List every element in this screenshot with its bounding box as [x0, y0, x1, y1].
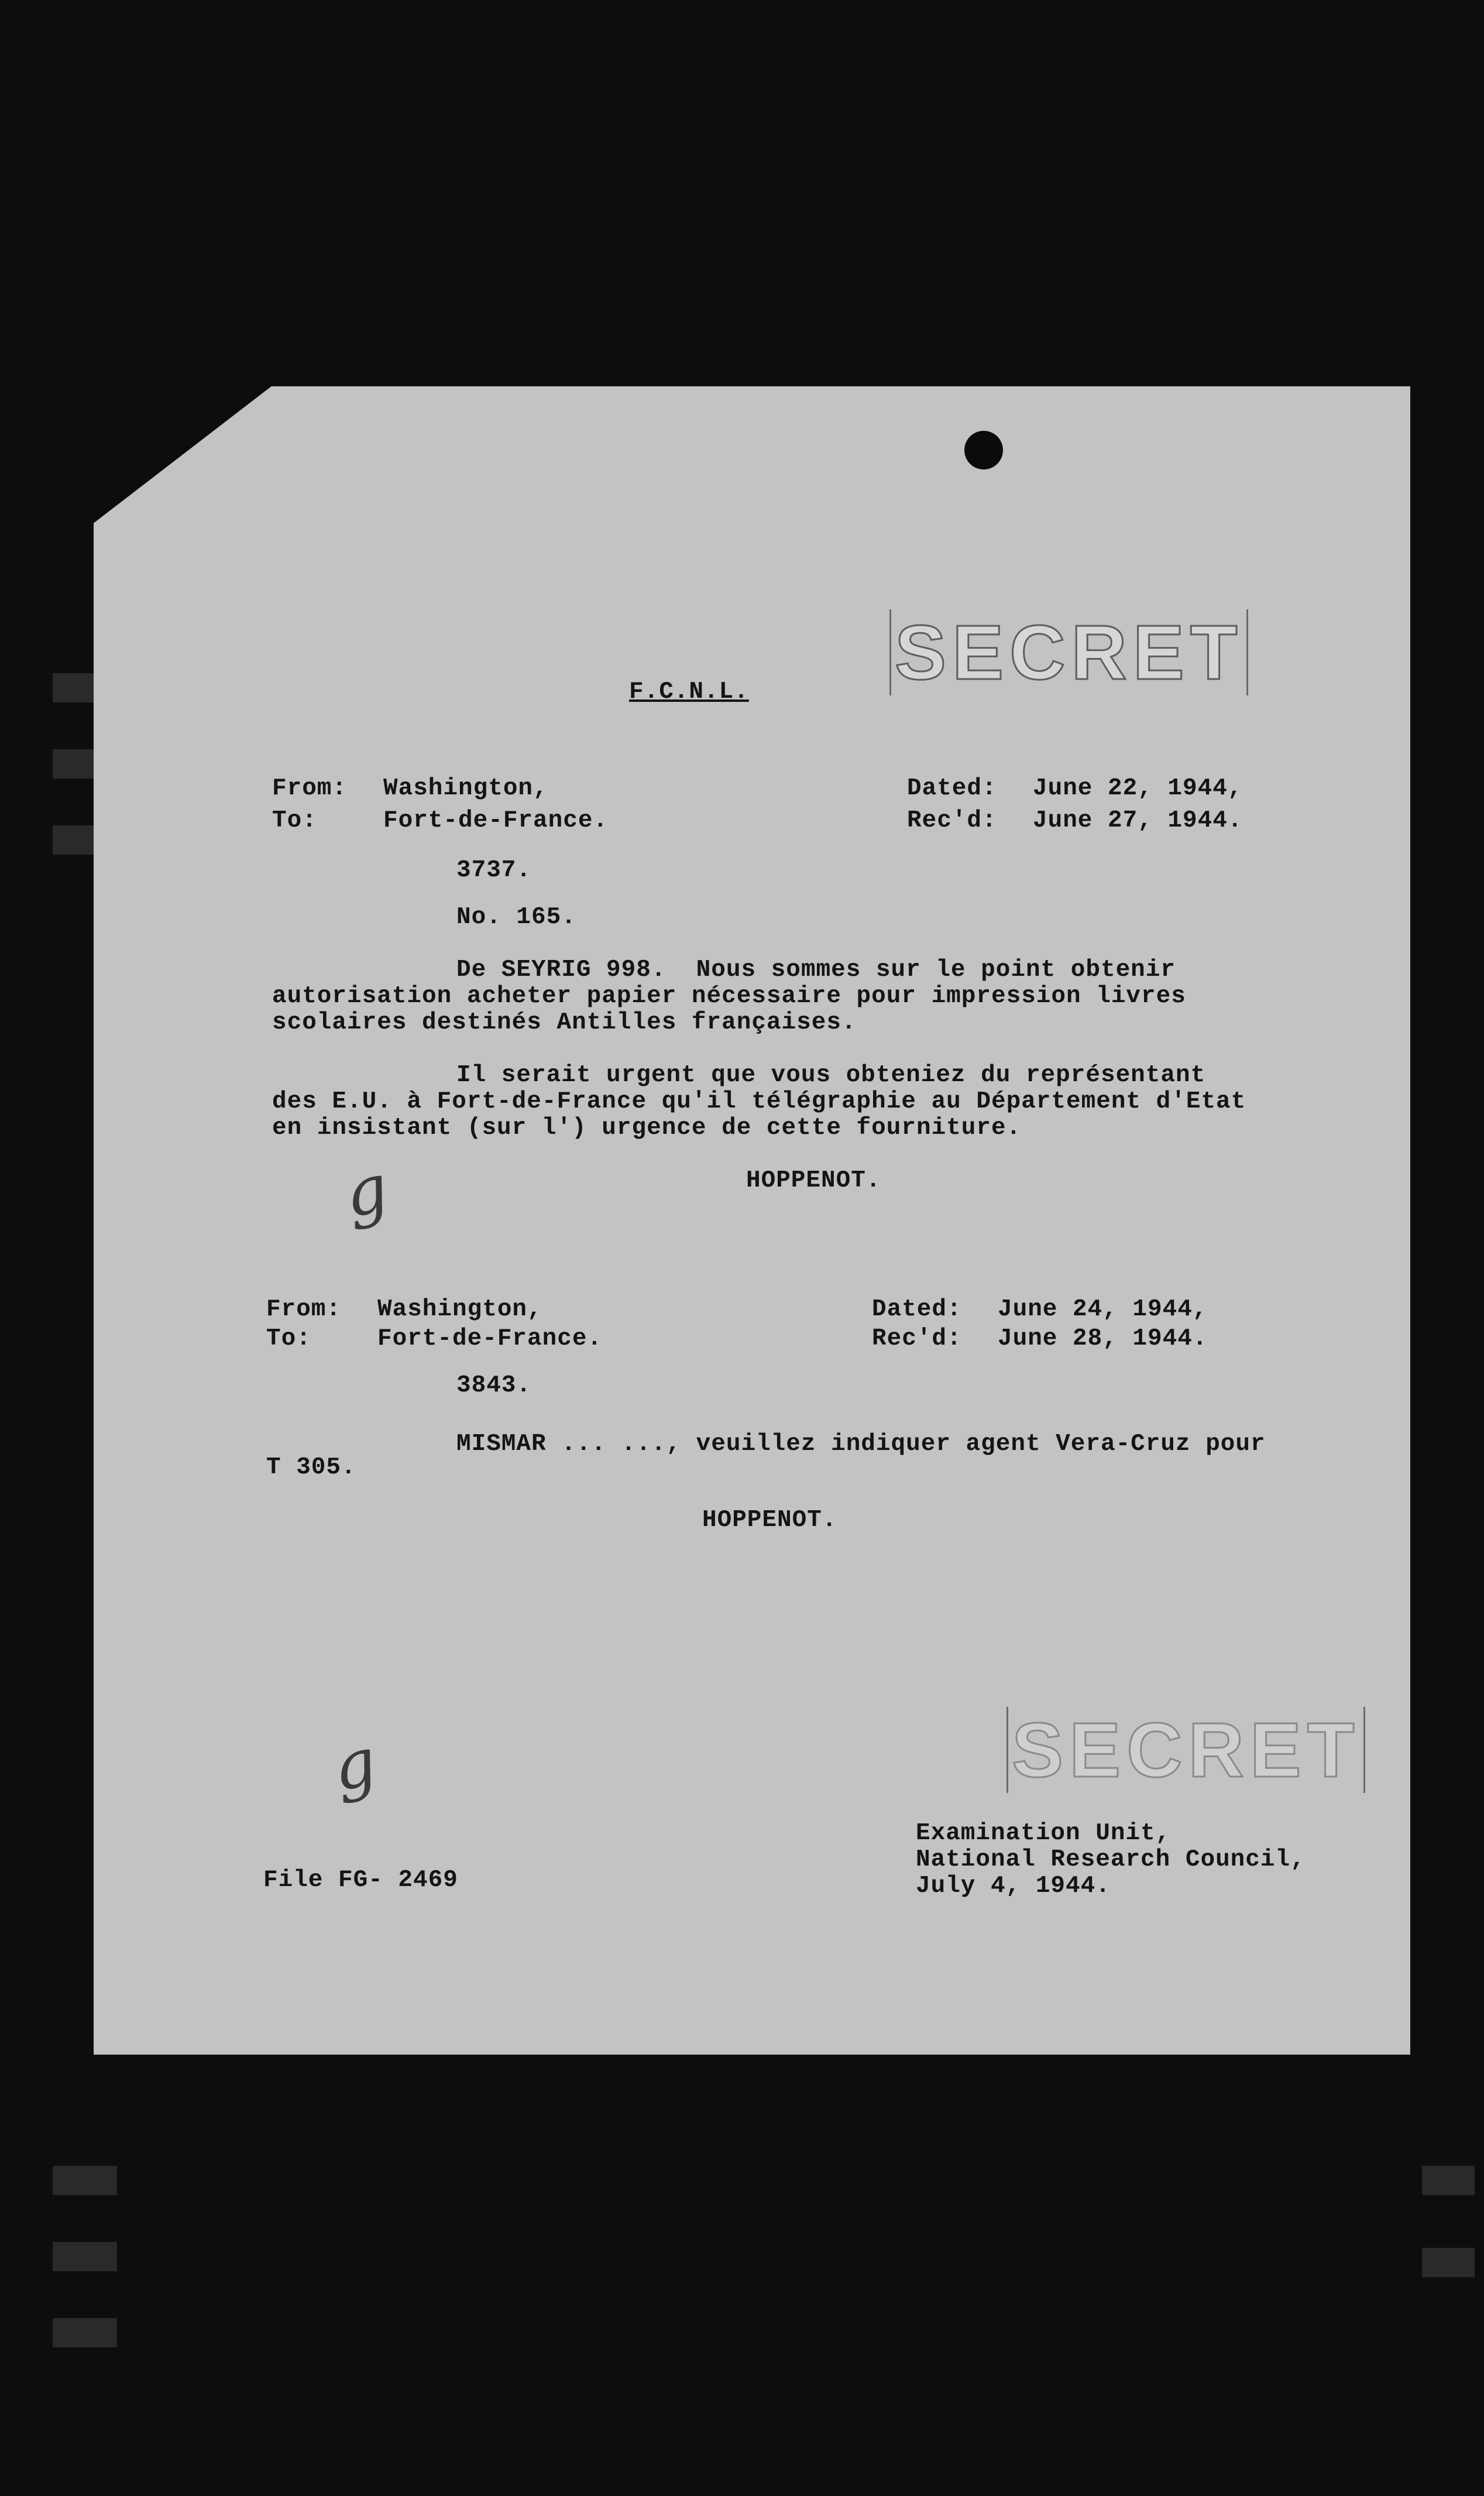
body-line: T 305. — [266, 1454, 356, 1481]
sprocket-mark — [53, 2318, 117, 2347]
message-number: No. 165. — [456, 904, 576, 931]
footer-unit-line: Examination Unit, — [916, 1820, 1171, 1847]
header-code: F.C.N.L. — [629, 678, 749, 705]
recd-value: June 28, 1944. — [998, 1325, 1208, 1352]
body-line: autorisation acheter papier nécessaire pour impression livres — [272, 983, 1186, 1010]
body-line: MISMAR ... ..., veuillez indiquer agent Vera-Cruz pour — [456, 1431, 1266, 1458]
sprocket-mark — [1422, 2166, 1475, 2195]
to-label: To: — [272, 807, 317, 834]
message-ref: 3737. — [456, 857, 532, 884]
body-line: des E.U. à Fort-de-France qu'il télégraphie au Département d'Etat — [272, 1088, 1246, 1115]
sprocket-mark — [53, 2166, 117, 2195]
body-line: en insistant (sur l') urgence de cette fourniture. — [272, 1115, 1022, 1141]
file-reference: File FG- 2469 — [263, 1867, 458, 1894]
from-label: From: — [272, 775, 348, 802]
from-value: Washington, — [377, 1296, 542, 1323]
from-label: From: — [266, 1296, 342, 1323]
recd-label: Rec'd: — [872, 1325, 962, 1352]
sprocket-mark — [1422, 2248, 1475, 2277]
signature: HOPPENOT. — [746, 1167, 881, 1194]
from-value: Washington, — [383, 775, 548, 802]
handwritten-initial: g — [338, 1149, 395, 1233]
dated-label: Dated: — [907, 775, 997, 802]
body-line: scolaires destinés Antilles françaises. — [272, 1009, 857, 1036]
recd-label: Rec'd: — [907, 807, 997, 834]
secret-stamp — [1006, 1709, 1365, 1791]
dated-label: Dated: — [872, 1296, 962, 1323]
secret-stamp-text: SECRET — [889, 609, 1248, 695]
footer-unit-line: July 4, 1944. — [916, 1873, 1111, 1900]
handwritten-initial: g — [326, 1723, 383, 1807]
footer-unit-line: National Research Council, — [916, 1846, 1306, 1873]
secret-stamp-text: SECRET — [1006, 1707, 1365, 1793]
to-label: To: — [266, 1325, 311, 1352]
message-ref: 3843. — [456, 1372, 532, 1399]
punch-hole — [964, 431, 1003, 469]
to-value: Fort-de-France. — [377, 1325, 603, 1352]
signature: HOPPENOT. — [702, 1507, 837, 1534]
secret-stamp — [889, 609, 1248, 695]
dated-value: June 24, 1944, — [998, 1296, 1208, 1323]
to-value: Fort-de-France. — [383, 807, 609, 834]
sprocket-mark — [53, 2242, 117, 2271]
dated-value: June 22, 1944, — [1033, 775, 1243, 802]
recd-value: June 27, 1944. — [1033, 807, 1243, 834]
body-line: De SEYRIG 998. Nous sommes sur le point obtenir — [456, 956, 1176, 983]
body-line: Il serait urgent que vous obteniez du représentant — [456, 1062, 1206, 1089]
